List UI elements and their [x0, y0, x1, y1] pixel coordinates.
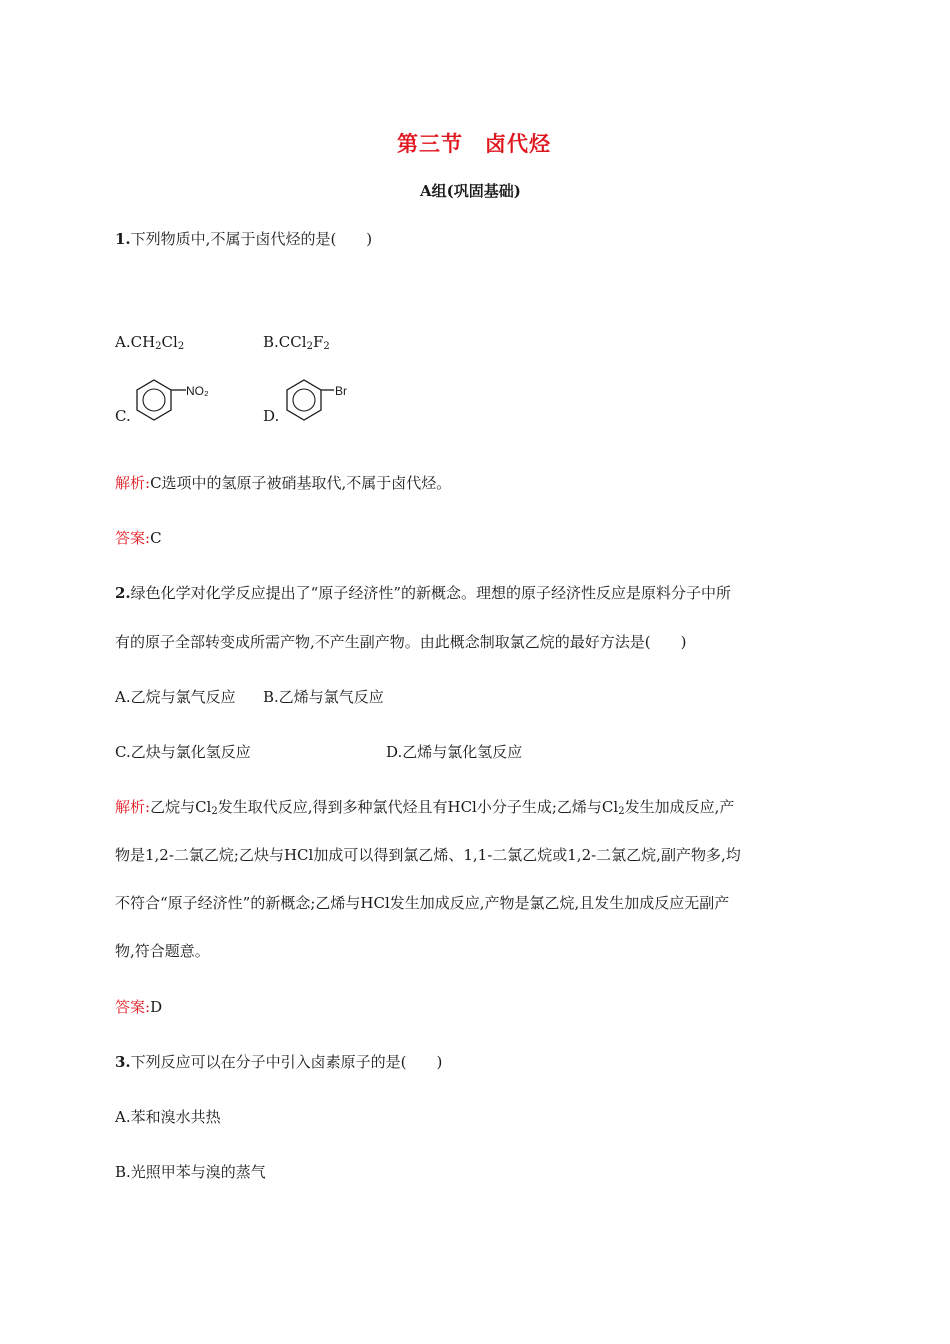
answer-label: 答案: — [115, 529, 151, 547]
nitro-group-label: NO₂ — [186, 384, 209, 398]
nitrobenzene-structure — [132, 376, 222, 426]
question-2 — [115, 583, 731, 603]
question-3 — [115, 1052, 442, 1072]
question-1-stem: 下列物质中,不属于卤代烃的是( ) — [130, 230, 373, 248]
q2-answer-value: D — [150, 998, 163, 1016]
q1-option-b-formula-part2: F — [312, 333, 324, 351]
q2-analysis-part1: 乙烷与Cl — [150, 798, 212, 816]
bromobenzene-structure — [282, 376, 362, 426]
q1-analysis-text: C选项中的氢原子被硝基取代,不属于卤代烃。 — [150, 474, 452, 492]
q1-option-b — [263, 332, 330, 352]
question-1 — [115, 229, 372, 249]
q1-option-a-prefix: A. — [115, 333, 131, 351]
q1-option-d-prefix: D. — [263, 407, 280, 425]
question-2-line2: 有的原子全部转变成所需产物,不产生副产物。由此概念制取氯乙烷的最好方法是( ) — [115, 633, 687, 651]
q2-answer — [115, 997, 162, 1017]
q2-analysis-line4: 物,符合题意。 — [115, 942, 210, 960]
q1-option-a-formula-part2: Cl — [161, 333, 178, 351]
q3-option-a: A.苯和溴水共热 — [115, 1108, 221, 1126]
group-heading: A组(巩固基础) — [420, 182, 521, 200]
question-2-line1: 绿色化学对化学反应提出了“原子经济性”的新概念。理想的原子经济性反应是原料分子中所 — [130, 584, 732, 602]
q2-analysis-line1 — [115, 797, 734, 817]
benzene-ring — [137, 380, 171, 420]
q1-option-b-subscript1: 2 — [306, 341, 313, 352]
q2-option-d: D.乙烯与氯化氢反应 — [386, 743, 523, 761]
question-2-number: 2. — [115, 584, 131, 602]
q1-answer-value: C — [150, 529, 162, 547]
q1-option-c-prefix: C. — [115, 407, 131, 425]
q2-analysis-line2: 物是1,2-二氯乙烷;乙炔与HCl加成可以得到氯乙烯、1,1-二氯乙烷或1,2-二氯乙烷,副产物多,均 — [115, 846, 741, 864]
q1-option-a — [115, 332, 184, 352]
q1-option-a-subscript1: 2 — [155, 341, 162, 352]
q1-option-b-prefix: B. — [263, 333, 279, 351]
q2-option-a: A.乙烷与氯气反应 — [115, 688, 236, 706]
aromatic-circle — [293, 389, 315, 411]
q2-analysis-part2: 发生取代反应,得到多种氯代烃且有HCl小分子生成;乙烯与Cl — [217, 798, 619, 816]
q2-analysis-subscript1: 2 — [211, 806, 218, 817]
q1-option-b-formula-part1: CCl — [278, 333, 307, 351]
q1-analysis — [115, 473, 451, 493]
question-3-stem: 下列反应可以在分子中引入卤素原子的是( ) — [130, 1053, 443, 1071]
q2-option-b: B.乙烯与氯气反应 — [263, 688, 384, 706]
q1-option-a-formula-part1: CH — [130, 333, 156, 351]
answer-label: 答案: — [115, 998, 151, 1016]
q2-option-c: C.乙炔与氯化氢反应 — [115, 743, 251, 761]
q1-option-b-subscript2: 2 — [323, 341, 330, 352]
q1-option-a-subscript2: 2 — [177, 341, 185, 352]
aromatic-circle — [143, 389, 165, 411]
analysis-label: 解析: — [115, 474, 151, 492]
question-1-number: 1. — [115, 230, 131, 248]
analysis-label: 解析: — [115, 798, 151, 816]
q2-analysis-subscript2: 2 — [618, 806, 625, 817]
page-title: 第三节 卤代烃 — [397, 132, 551, 156]
q1-answer — [115, 528, 162, 548]
q3-option-b: B.光照甲苯与溴的蒸气 — [115, 1163, 266, 1181]
benzene-ring — [287, 380, 321, 420]
q2-analysis-line3: 不符合“原子经济性”的新概念;乙烯与HCl发生加成反应,产物是氯乙烷,且发生加成反应无副产 — [115, 894, 730, 912]
question-3-number: 3. — [115, 1053, 131, 1071]
bromo-group-label: Br — [335, 384, 347, 398]
q2-analysis-part3: 发生加成反应,产 — [624, 798, 735, 816]
